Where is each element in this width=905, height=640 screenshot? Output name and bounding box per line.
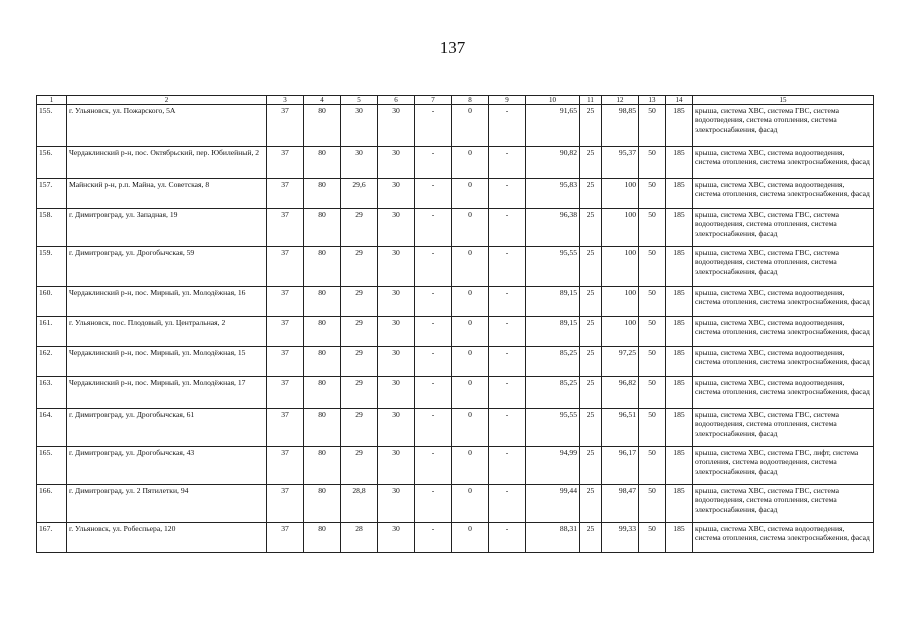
table-row xyxy=(37,347,874,377)
value-col-4: 80 xyxy=(304,209,341,247)
value-col-13: 50 xyxy=(639,287,666,317)
value-col-4: 80 xyxy=(304,247,341,287)
value-col-10: 95,83 xyxy=(526,179,580,209)
value-col-10: 99,44 xyxy=(526,485,580,523)
value-col-12: 100 xyxy=(602,179,639,209)
table-row xyxy=(37,179,874,209)
table-row xyxy=(37,147,874,179)
value-col-8: 0 xyxy=(452,485,489,523)
value-col-7: - xyxy=(415,447,452,485)
value-col-6: 30 xyxy=(378,409,415,447)
value-col-4: 80 xyxy=(304,523,341,553)
value-col-12: 98,47 xyxy=(602,485,639,523)
value-col-6: 30 xyxy=(378,377,415,409)
value-col-6: 30 xyxy=(378,105,415,147)
value-col-8: 0 xyxy=(452,523,489,553)
value-col-6: 30 xyxy=(378,447,415,485)
address: г. Димитровград, ул. Западная, 19 xyxy=(67,209,267,247)
table-row xyxy=(37,317,874,347)
column-header: 9 xyxy=(489,96,526,105)
value-col-13: 50 xyxy=(639,179,666,209)
value-col-7: - xyxy=(415,347,452,377)
value-col-8: 0 xyxy=(452,347,489,377)
register-table xyxy=(36,95,874,553)
value-col-13: 50 xyxy=(639,409,666,447)
value-col-12: 97,25 xyxy=(602,347,639,377)
value-col-10: 91,65 xyxy=(526,105,580,147)
value-col-7: - xyxy=(415,287,452,317)
value-col-14: 185 xyxy=(666,447,693,485)
address: Чердаклинский р-н, пос. Октябрьский, пер. Юбилейный, 2 xyxy=(67,147,267,179)
value-col-7: - xyxy=(415,409,452,447)
value-col-5: 28,8 xyxy=(341,485,378,523)
table-row xyxy=(37,485,874,523)
value-col-6: 30 xyxy=(378,317,415,347)
value-col-4: 80 xyxy=(304,147,341,179)
row-number: 162. xyxy=(37,347,67,377)
value-col-7: - xyxy=(415,485,452,523)
value-col-4: 80 xyxy=(304,317,341,347)
value-col-4: 80 xyxy=(304,377,341,409)
value-col-3: 37 xyxy=(267,523,304,553)
value-col-3: 37 xyxy=(267,377,304,409)
value-col-14: 185 xyxy=(666,409,693,447)
value-col-14: 185 xyxy=(666,147,693,179)
value-col-11: 25 xyxy=(580,409,602,447)
column-header: 7 xyxy=(415,96,452,105)
header-row xyxy=(37,96,874,105)
value-col-9: - xyxy=(489,447,526,485)
address: г. Димитровград, ул. Дрогобычская, 59 xyxy=(67,247,267,287)
value-col-3: 37 xyxy=(267,447,304,485)
value-col-6: 30 xyxy=(378,179,415,209)
value-col-5: 29 xyxy=(341,317,378,347)
value-col-9: - xyxy=(489,317,526,347)
address: г. Димитровград, ул. Дрогобычская, 61 xyxy=(67,409,267,447)
value-col-9: - xyxy=(489,347,526,377)
value-col-4: 80 xyxy=(304,347,341,377)
value-col-14: 185 xyxy=(666,377,693,409)
value-col-8: 0 xyxy=(452,179,489,209)
value-col-4: 80 xyxy=(304,105,341,147)
value-col-11: 25 xyxy=(580,287,602,317)
value-col-13: 50 xyxy=(639,447,666,485)
column-header: 4 xyxy=(304,96,341,105)
value-col-10: 88,31 xyxy=(526,523,580,553)
value-col-7: - xyxy=(415,247,452,287)
value-col-11: 25 xyxy=(580,523,602,553)
value-col-14: 185 xyxy=(666,105,693,147)
value-col-10: 85,25 xyxy=(526,377,580,409)
value-col-5: 29 xyxy=(341,447,378,485)
value-col-3: 37 xyxy=(267,147,304,179)
value-col-6: 30 xyxy=(378,485,415,523)
value-col-10: 95,55 xyxy=(526,247,580,287)
row-number: 166. xyxy=(37,485,67,523)
works-list: крыша, система ХВС, система ГВС, система водоотведения, система отопления, система электроснабжения, фасад xyxy=(693,209,874,247)
value-col-12: 100 xyxy=(602,247,639,287)
address: Чердаклинский р-н, пос. Мирный, ул. Молодёжная, 16 xyxy=(67,287,267,317)
value-col-8: 0 xyxy=(452,377,489,409)
value-col-13: 50 xyxy=(639,147,666,179)
works-list: крыша, система ХВС, система водоотведения, система отопления, система электроснабжения, фасад xyxy=(693,179,874,209)
value-col-10: 89,15 xyxy=(526,287,580,317)
column-header: 11 xyxy=(580,96,602,105)
row-number: 165. xyxy=(37,447,67,485)
value-col-4: 80 xyxy=(304,447,341,485)
value-col-6: 30 xyxy=(378,247,415,287)
value-col-14: 185 xyxy=(666,287,693,317)
value-col-3: 37 xyxy=(267,247,304,287)
value-col-9: - xyxy=(489,287,526,317)
value-col-9: - xyxy=(489,377,526,409)
address: г. Ульяновск, ул. Робеспьера, 120 xyxy=(67,523,267,553)
address: г. Димитровград, ул. 2 Пятилетки, 94 xyxy=(67,485,267,523)
row-number: 161. xyxy=(37,317,67,347)
value-col-14: 185 xyxy=(666,247,693,287)
column-header: 6 xyxy=(378,96,415,105)
works-list: крыша, система ХВС, система ГВС, система водоотведения, система отопления, система электроснабжения, фасад xyxy=(693,247,874,287)
value-col-10: 96,38 xyxy=(526,209,580,247)
value-col-11: 25 xyxy=(580,247,602,287)
value-col-6: 30 xyxy=(378,523,415,553)
value-col-12: 96,17 xyxy=(602,447,639,485)
value-col-12: 98,85 xyxy=(602,105,639,147)
works-list: крыша, система ХВС, система водоотведения, система отопления, система электроснабжения, фасад xyxy=(693,377,874,409)
value-col-5: 29 xyxy=(341,287,378,317)
value-col-9: - xyxy=(489,247,526,287)
value-col-7: - xyxy=(415,209,452,247)
column-header: 14 xyxy=(666,96,693,105)
value-col-3: 37 xyxy=(267,317,304,347)
value-col-13: 50 xyxy=(639,247,666,287)
column-header: 13 xyxy=(639,96,666,105)
value-col-12: 99,33 xyxy=(602,523,639,553)
value-col-14: 185 xyxy=(666,485,693,523)
table-row xyxy=(37,447,874,485)
value-col-4: 80 xyxy=(304,409,341,447)
value-col-5: 29 xyxy=(341,409,378,447)
column-header: 5 xyxy=(341,96,378,105)
value-col-3: 37 xyxy=(267,409,304,447)
works-list: крыша, система ХВС, система водоотведения, система отопления, система электроснабжения, фасад xyxy=(693,347,874,377)
value-col-11: 25 xyxy=(580,347,602,377)
column-header: 2 xyxy=(67,96,267,105)
works-list: крыша, система ХВС, система водоотведения, система отопления, система электроснабжения, фасад xyxy=(693,523,874,553)
value-col-9: - xyxy=(489,179,526,209)
value-col-8: 0 xyxy=(452,287,489,317)
works-list: крыша, система ХВС, система ГВС, система водоотведения, система отопления, система электроснабжения, фасад xyxy=(693,105,874,147)
value-col-8: 0 xyxy=(452,147,489,179)
address: Чердаклинский р-н, пос. Мирный, ул. Молодёжная, 17 xyxy=(67,377,267,409)
value-col-13: 50 xyxy=(639,523,666,553)
row-number: 155. xyxy=(37,105,67,147)
value-col-8: 0 xyxy=(452,105,489,147)
value-col-5: 29 xyxy=(341,247,378,287)
table-row xyxy=(37,105,874,147)
value-col-9: - xyxy=(489,209,526,247)
value-col-11: 25 xyxy=(580,447,602,485)
table-row xyxy=(37,247,874,287)
value-col-13: 50 xyxy=(639,105,666,147)
value-col-7: - xyxy=(415,105,452,147)
page-number: 137 xyxy=(439,38,466,57)
value-col-5: 29 xyxy=(341,209,378,247)
value-col-7: - xyxy=(415,317,452,347)
value-col-10: 95,55 xyxy=(526,409,580,447)
value-col-5: 30 xyxy=(341,147,378,179)
value-col-4: 80 xyxy=(304,287,341,317)
value-col-8: 0 xyxy=(452,247,489,287)
column-header: 15 xyxy=(693,96,874,105)
value-col-5: 30 xyxy=(341,105,378,147)
value-col-8: 0 xyxy=(452,209,489,247)
value-col-10: 94,99 xyxy=(526,447,580,485)
value-col-13: 50 xyxy=(639,209,666,247)
value-col-11: 25 xyxy=(580,105,602,147)
value-col-12: 100 xyxy=(602,209,639,247)
value-col-3: 37 xyxy=(267,105,304,147)
address: г. Димитровград, ул. Дрогобычская, 43 xyxy=(67,447,267,485)
value-col-11: 25 xyxy=(580,147,602,179)
address: Чердаклинский р-н, пос. Мирный, ул. Молодёжная, 15 xyxy=(67,347,267,377)
value-col-11: 25 xyxy=(580,317,602,347)
value-col-13: 50 xyxy=(639,317,666,347)
row-number: 163. xyxy=(37,377,67,409)
value-col-5: 29 xyxy=(341,347,378,377)
works-list: крыша, система ХВС, система ГВС, система водоотведения, система отопления, система электроснабжения, фасад xyxy=(693,485,874,523)
value-col-5: 29,6 xyxy=(341,179,378,209)
table-row xyxy=(37,209,874,247)
works-list: крыша, система ХВС, система водоотведения, система отопления, система электроснабжения, фасад xyxy=(693,287,874,317)
table-row xyxy=(37,287,874,317)
column-header: 1 xyxy=(37,96,67,105)
row-number: 167. xyxy=(37,523,67,553)
table-row xyxy=(37,377,874,409)
value-col-3: 37 xyxy=(267,485,304,523)
value-col-4: 80 xyxy=(304,485,341,523)
value-col-6: 30 xyxy=(378,347,415,377)
value-col-7: - xyxy=(415,377,452,409)
value-col-9: - xyxy=(489,147,526,179)
value-col-7: - xyxy=(415,147,452,179)
value-col-11: 25 xyxy=(580,485,602,523)
value-col-14: 185 xyxy=(666,317,693,347)
value-col-8: 0 xyxy=(452,409,489,447)
value-col-3: 37 xyxy=(267,287,304,317)
column-header: 10 xyxy=(526,96,580,105)
table-row xyxy=(37,409,874,447)
value-col-13: 50 xyxy=(639,485,666,523)
works-list: крыша, система ХВС, система водоотведения, система отопления, система электроснабжения, фасад xyxy=(693,317,874,347)
value-col-8: 0 xyxy=(452,317,489,347)
value-col-14: 185 xyxy=(666,179,693,209)
value-col-12: 95,37 xyxy=(602,147,639,179)
value-col-14: 185 xyxy=(666,209,693,247)
value-col-7: - xyxy=(415,523,452,553)
value-col-6: 30 xyxy=(378,147,415,179)
works-list: крыша, система ХВС, система ГВС, система водоотведения, система отопления, система электроснабжения, фасад xyxy=(693,409,874,447)
value-col-3: 37 xyxy=(267,179,304,209)
value-col-12: 100 xyxy=(602,287,639,317)
value-col-12: 100 xyxy=(602,317,639,347)
value-col-9: - xyxy=(489,105,526,147)
address: г. Ульяновск, пос. Плодовый, ул. Центральная, 2 xyxy=(67,317,267,347)
value-col-11: 25 xyxy=(580,179,602,209)
works-list: крыша, система ХВС, система водоотведения, система отопления, система электроснабжения, фасад xyxy=(693,147,874,179)
row-number: 156. xyxy=(37,147,67,179)
address: Майнский р-н, р.п. Майна, ул. Советская, 8 xyxy=(67,179,267,209)
row-number: 158. xyxy=(37,209,67,247)
value-col-3: 37 xyxy=(267,347,304,377)
works-list: крыша, система ХВС, система ГВС, лифт, система отопления, система водоотведения, система электроснабжения, фасад xyxy=(693,447,874,485)
value-col-14: 185 xyxy=(666,347,693,377)
value-col-8: 0 xyxy=(452,447,489,485)
value-col-12: 96,51 xyxy=(602,409,639,447)
value-col-5: 29 xyxy=(341,377,378,409)
value-col-9: - xyxy=(489,409,526,447)
value-col-6: 30 xyxy=(378,209,415,247)
row-number: 157. xyxy=(37,179,67,209)
row-number: 164. xyxy=(37,409,67,447)
column-header: 8 xyxy=(452,96,489,105)
value-col-9: - xyxy=(489,485,526,523)
value-col-13: 50 xyxy=(639,347,666,377)
value-col-9: - xyxy=(489,523,526,553)
value-col-3: 37 xyxy=(267,209,304,247)
column-header: 12 xyxy=(602,96,639,105)
value-col-10: 89,15 xyxy=(526,317,580,347)
address: г. Ульяновск, ул. Пожарского, 5А xyxy=(67,105,267,147)
value-col-11: 25 xyxy=(580,377,602,409)
value-col-10: 85,25 xyxy=(526,347,580,377)
table-row xyxy=(37,523,874,553)
value-col-14: 185 xyxy=(666,523,693,553)
value-col-5: 28 xyxy=(341,523,378,553)
value-col-11: 25 xyxy=(580,209,602,247)
value-col-7: - xyxy=(415,179,452,209)
value-col-6: 30 xyxy=(378,287,415,317)
value-col-4: 80 xyxy=(304,179,341,209)
row-number: 159. xyxy=(37,247,67,287)
value-col-12: 96,82 xyxy=(602,377,639,409)
value-col-10: 90,82 xyxy=(526,147,580,179)
column-header: 3 xyxy=(267,96,304,105)
value-col-13: 50 xyxy=(639,377,666,409)
row-number: 160. xyxy=(37,287,67,317)
